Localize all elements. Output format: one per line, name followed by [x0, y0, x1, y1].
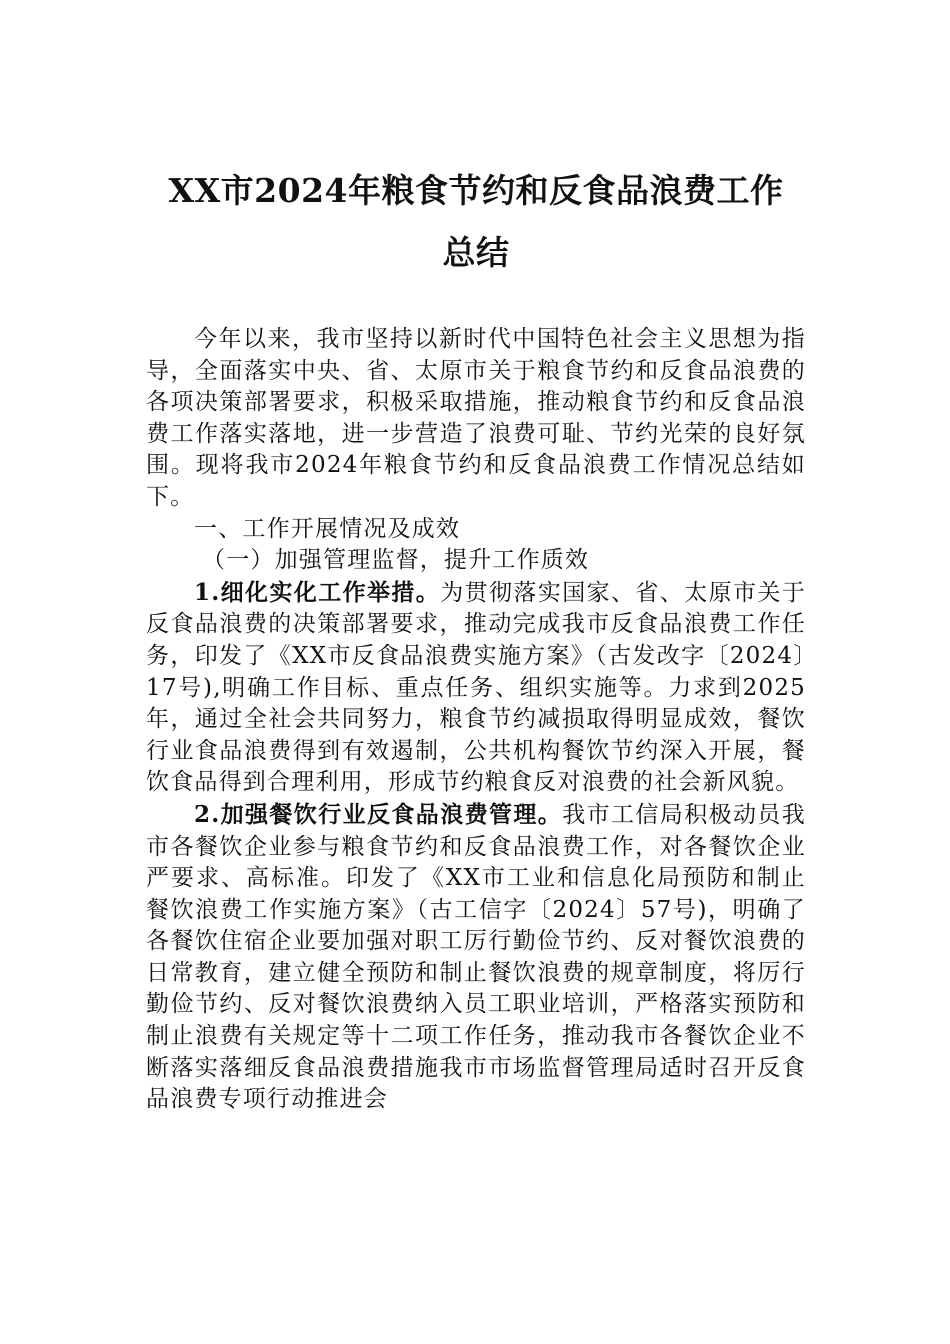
- document-page: [146, 0, 806, 1116]
- subsection-heading-1: （一）加强管理监督，提升工作质效: [202, 547, 590, 574]
- document-body: [146, 324, 806, 1116]
- item-2-lead: 2.加强餐饮行业反食品浪费管理。: [194, 800, 563, 828]
- section-heading-1: 一、工作开展情况及成效: [194, 515, 461, 542]
- item-paragraph-1: [146, 577, 806, 799]
- intro-paragraph: 今年以来，我市坚持以新时代中国特色社会主义思想为指导，全面落实中央、省、太原市关于粮食节约和反食品浪费的各项决策部署要求，积极采取措施，推动粮食节约和反食品浪费工作落实落地，进一步营造了浪费可耻、节约光荣的良好氛围。现将我市2024年粮食节约和反食品浪费工作情况总结如下。: [146, 326, 806, 510]
- title-line-2: 总结: [442, 233, 510, 272]
- item-2-text: 我市工信局积极动员我市各餐饮企业参与粮食节约和反食品浪费工作，对各餐饮企业严要求、高标准。印发了《XX市工业和信息化局预防和制止餐饮浪费工作实施方案》（古工信字〔2024〕57号)，明确了各餐饮住宿企业要加强对职工厉行勤俭节约、反对餐饮浪费的日常教育，建立健全预防和制止餐饮浪费的规章制度，将厉行勤俭节约、反对餐饮浪费纳入员工职业培训，严格落实预防和制止浪费有关规定等十二项工作任务，推动我市各餐饮企业不断落实落细反食品浪费措施我市市场监督管理局适时召开反食品浪费专项行动推进会: [146, 801, 806, 1113]
- item-1-text: 为贯彻落实国家、省、太原市关于反食品浪费的决策部署要求，推动完成我市反食品浪费工作任务，印发了《XX市反食品浪费实施方案》（古发改字〔2024〕17号),明确工作目标、重点任务、组织实施等。力求到2025年，通过全社会共同努力，粮食节约减损取得明显成效，餐饮行业食品浪费得到有效遏制，公共机构餐饮节约深入开展，餐饮食品得到合理利用，形成节约粮食反对浪费的社会新风貌。: [146, 579, 806, 796]
- title-line-1: XX市2024年粮食节约和反食品浪费工作: [168, 171, 784, 210]
- document-title: [146, 160, 806, 284]
- item-1-lead: 1.细化实化工作举措。: [194, 578, 441, 606]
- item-paragraph-2: [146, 799, 806, 1116]
